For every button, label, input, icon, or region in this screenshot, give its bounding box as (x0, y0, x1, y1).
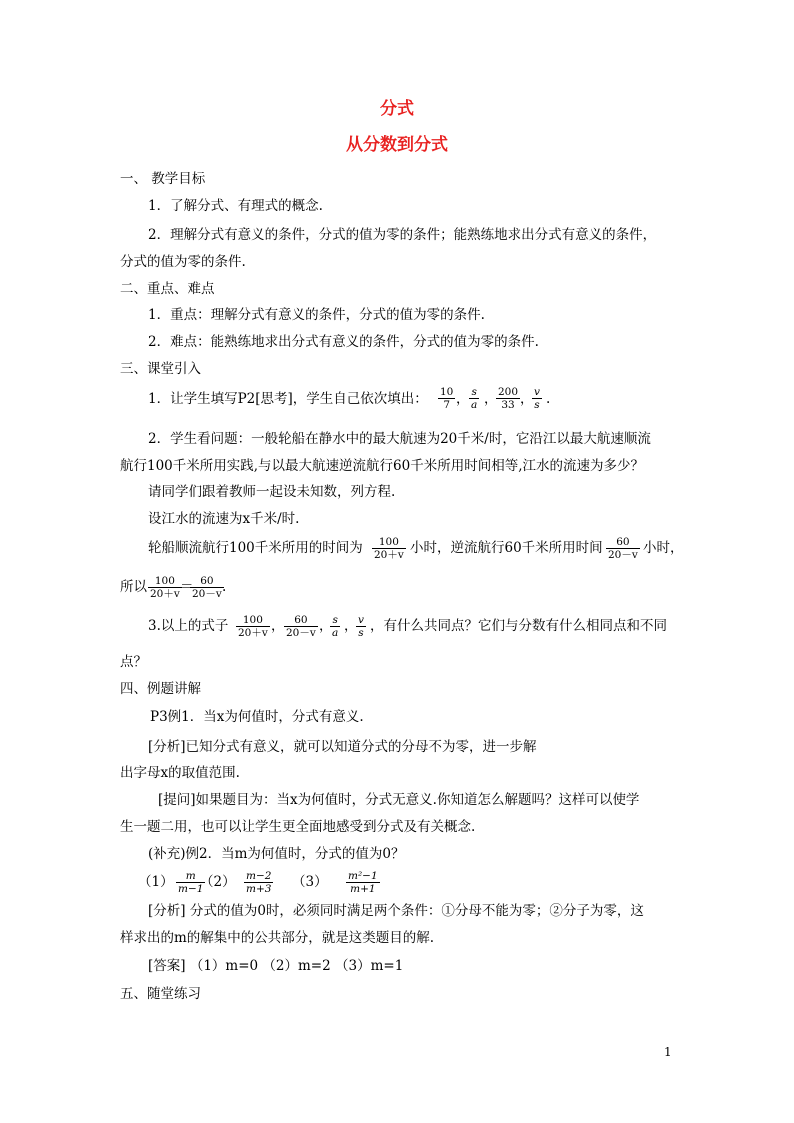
fraction: $\frac{60}{20-v}$ (192, 575, 222, 600)
paragraph: (补充)例2．当m为何值时，分式的值为0？ (148, 846, 405, 862)
period: . (546, 391, 551, 407)
section-heading-2: 二、重点、难点 (120, 281, 215, 297)
separator: ， (484, 391, 498, 407)
fraction: $\frac{m}{m-1}$ (178, 870, 204, 895)
document-title: 分式 (380, 99, 414, 119)
paragraph: 小时，逆流航行60千米所用时间 (410, 540, 603, 556)
fraction: $\frac{s}{a}$ (332, 614, 339, 639)
fraction: $\frac{60}{20-v}$ (608, 536, 638, 561)
paragraph: [分析] 分式的值为0时，必须同时满足两个条件：①分母不能为零；②分子为零，这 (148, 903, 644, 919)
fraction: $\frac{100}{20+v}$ (150, 575, 180, 600)
fraction: $\frac{60}{20-v}$ (286, 614, 316, 639)
paragraph: 点？ (120, 654, 147, 670)
item-label: （1） (138, 874, 174, 890)
fraction: $\frac{v}{s}$ (358, 614, 364, 639)
fraction: $\frac{100}{20+v}$ (238, 614, 268, 639)
document-subtitle: 从分数到分式 (346, 135, 448, 155)
fraction: $\frac{200}{33}$ (498, 386, 519, 411)
paragraph: 设江水的流速为x千米/时. (148, 511, 300, 527)
paragraph: 2．理解分式有意义的条件，分式的值为零的条件；能熟练地求出分式有意义的条件， (148, 227, 657, 243)
paragraph: 2．难点：能熟练地求出分式有意义的条件，分式的值为零的条件. (148, 334, 539, 350)
fraction: $\frac{\text{m²−1}}{m+1}$ (348, 870, 378, 895)
paragraph: 所以 (120, 579, 147, 595)
section-heading-1: 一、 教学目标 (120, 171, 206, 187)
paragraph: 2．学生看问题：一般轮船在静水中的最大航速为20千米/时，它沿江以最大航速顺流 (148, 431, 651, 447)
paragraph: 请同学们跟着教师一起设未知数，列方程. (148, 484, 396, 500)
paragraph: 生一题二用，也可以让学生更全面地感受到分式及有关概念. (120, 819, 476, 835)
fraction: $\frac{100}{20+v}$ (374, 536, 404, 561)
paragraph: ，有什么共同点？它们与分数有什么相同点和不同 (370, 618, 667, 634)
paragraph: 3.以上的式子 (148, 618, 229, 634)
separator: ， (271, 618, 285, 634)
paragraph: P3例1．当x为何值时，分式有意义. (150, 709, 364, 725)
paragraph: 小时， (643, 540, 684, 556)
separator: ， (344, 618, 358, 634)
paragraph: [分析]已知分式有意义，就可以知道分式的分母不为零，进一步解 (148, 739, 537, 755)
item-label: （3） (292, 874, 328, 890)
paragraph: 1．重点：理解分式有意义的条件，分式的值为零的条件. (148, 307, 485, 323)
section-heading-4: 四、例题讲解 (120, 681, 201, 697)
separator: ， (319, 618, 333, 634)
separator: ， (456, 391, 470, 407)
page-number: 1 (664, 1045, 672, 1059)
equals-sign: ＝ (180, 579, 194, 595)
fraction: $\frac{m-2}{m+3}$ (246, 870, 272, 895)
separator: ， (520, 391, 534, 407)
fraction: $\frac{v}{s}$ (534, 386, 540, 411)
paragraph: [提问]如果题目为：当x为何值时，分式无意义.你知道怎么解题吗？这样可以使学 (158, 792, 640, 808)
period: . (222, 579, 227, 595)
paragraph: 轮船顺流航行100千米所用的时间为 (148, 540, 363, 556)
paragraph: 样求出的m的解集中的公共部分，就是这类题目的解. (120, 930, 435, 946)
paragraph: 出字母x的取值范围. (120, 765, 240, 781)
paragraph: 航行100千米所用实践,与以最大航速逆流航行60千米所用时间相等,江水的流速为多少？ (120, 458, 645, 474)
paragraph: 分式的值为零的条件. (120, 254, 246, 270)
section-heading-3: 三、课堂引入 (120, 361, 201, 377)
paragraph: 1．让学生填写P2[思考]，学生自己依次填出： (148, 391, 428, 407)
item-label: （2） (200, 874, 236, 890)
fraction: $\frac{s}{a}$ (471, 386, 478, 411)
section-heading-5: 五、随堂练习 (120, 986, 201, 1002)
answer-line: [答案] （1）m=0 （2）m=2 （3）m=1 (148, 958, 404, 974)
paragraph: 1．了解分式、有理式的概念. (148, 198, 323, 214)
fraction: $\frac{10}{7}$ (440, 386, 454, 411)
